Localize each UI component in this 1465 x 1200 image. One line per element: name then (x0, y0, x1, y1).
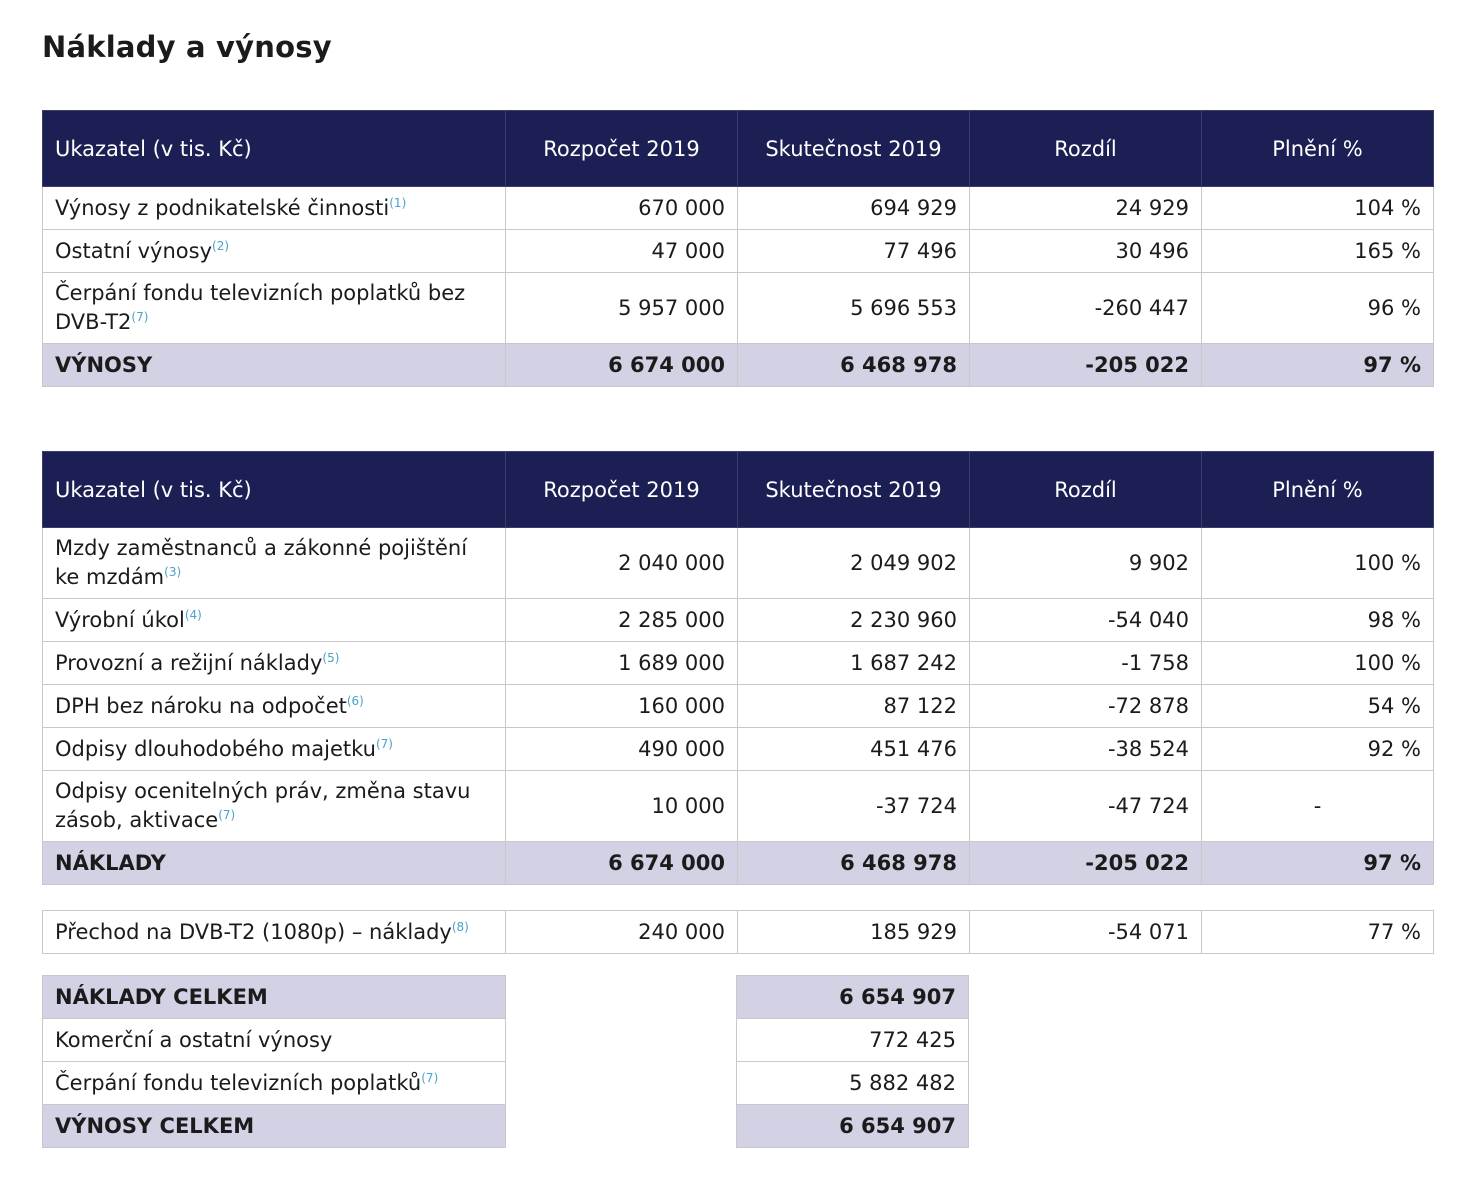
cell-difference: 24 929 (970, 187, 1202, 230)
header-actual: Skutečnost 2019 (738, 452, 970, 528)
cell-difference: -38 524 (970, 728, 1202, 771)
total-difference: -205 022 (970, 344, 1202, 387)
cell-difference: -260 447 (970, 273, 1202, 344)
total-label: NÁKLADY (43, 842, 506, 885)
cell-actual: 2 230 960 (738, 599, 970, 642)
cell-difference: 30 496 (970, 230, 1202, 273)
footnote-ref: (1) (389, 196, 407, 210)
cell-budget: 160 000 (506, 685, 738, 728)
header-actual: Skutečnost 2019 (738, 111, 970, 187)
summary-row (737, 976, 969, 1019)
summary-row (43, 1062, 506, 1105)
summary-value: 772 425 (737, 1019, 969, 1062)
row-label: Výnosy z podnikatelské činnosti$^{(1)}$ (43, 187, 506, 230)
table-header-row (43, 452, 1434, 528)
table-row (43, 599, 1434, 642)
row-label: Provozní a režijní náklady$^{(5)}$ (43, 642, 506, 685)
total-difference: -205 022 (970, 842, 1202, 885)
footnote-ref: (5) (322, 651, 340, 665)
cell-difference: -47 724 (970, 771, 1202, 842)
footnote-ref: (3) (164, 565, 182, 579)
header-indicator: Ukazatel (v tis. Kč) (43, 452, 506, 528)
summary-row (43, 976, 506, 1019)
row-label: Odpisy ocenitelných práv, změna stavu zásob, aktivace$^{(7)}$ (43, 771, 506, 842)
cell-actual: -37 724 (738, 771, 970, 842)
total-fulfillment: 97 % (1202, 344, 1434, 387)
table-row (43, 187, 1434, 230)
summary-label: VÝNOSY CELKEM (43, 1105, 506, 1148)
total-label: VÝNOSY (43, 344, 506, 387)
table-row (43, 528, 1434, 599)
cell-actual: 5 696 553 (738, 273, 970, 344)
total-fulfillment: 97 % (1202, 842, 1434, 885)
cell-budget: 1 689 000 (506, 642, 738, 685)
cell-fulfillment: 54 % (1202, 685, 1434, 728)
cell-difference: 9 902 (970, 528, 1202, 599)
table-row (43, 230, 1434, 273)
row-label: Ostatní výnosy$^{(2)}$ (43, 230, 506, 273)
header-budget: Rozpočet 2019 (506, 111, 738, 187)
cell-difference: -54 071 (970, 911, 1202, 954)
table-row (43, 911, 1434, 954)
cell-difference: -54 040 (970, 599, 1202, 642)
total-budget: 6 674 000 (506, 344, 738, 387)
cell-fulfillment: 100 % (1202, 528, 1434, 599)
cell-budget: 5 957 000 (506, 273, 738, 344)
cell-budget: 2 285 000 (506, 599, 738, 642)
cell-budget: 2 040 000 (506, 528, 738, 599)
total-row (43, 344, 1434, 387)
header-indicator: Ukazatel (v tis. Kč) (43, 111, 506, 187)
cell-fulfillment: - (1202, 771, 1434, 842)
footnote-ref: (7) (421, 1071, 439, 1085)
cell-actual: 77 496 (738, 230, 970, 273)
summary-value: 5 882 482 (737, 1062, 969, 1105)
footnote-ref: (7) (131, 310, 149, 324)
footnote-ref: (4) (184, 608, 202, 622)
dvb-transition-table (42, 910, 1434, 954)
cell-budget: 670 000 (506, 187, 738, 230)
summary-row (737, 1105, 969, 1148)
total-actual: 6 468 978 (738, 842, 970, 885)
summary-values-table (736, 975, 969, 1148)
cell-actual: 87 122 (738, 685, 970, 728)
cost-table (42, 451, 1434, 885)
footnote-ref: (2) (212, 239, 230, 253)
row-label: DPH bez nároku na odpočet$^{(6)}$ (43, 685, 506, 728)
footnote-ref: (7) (218, 808, 236, 822)
cell-fulfillment: 77 % (1202, 911, 1434, 954)
header-difference: Rozdíl (970, 452, 1202, 528)
table-row (43, 642, 1434, 685)
row-label: Přechod na DVB-T2 (1080p) – náklady$^{(8)}$ (43, 911, 506, 954)
total-budget: 6 674 000 (506, 842, 738, 885)
row-label: Čerpání fondu televizních poplatků bez DVB-T2$^{(7)}$ (43, 273, 506, 344)
row-label: Mzdy zaměstnanců a zákonné pojištění ke mzdám$^{(3)}$ (43, 528, 506, 599)
page-title: Náklady a výnosy (42, 30, 332, 64)
header-budget: Rozpočet 2019 (506, 452, 738, 528)
cell-actual: 1 687 242 (738, 642, 970, 685)
cell-fulfillment: 165 % (1202, 230, 1434, 273)
summary-row (43, 1105, 506, 1148)
cell-fulfillment: 96 % (1202, 273, 1434, 344)
cell-difference: -72 878 (970, 685, 1202, 728)
cell-fulfillment: 100 % (1202, 642, 1434, 685)
total-row (43, 842, 1434, 885)
cell-actual: 2 049 902 (738, 528, 970, 599)
footnote-ref: (8) (451, 920, 469, 934)
summary-label: Čerpání fondu televizních poplatků$^{(7)}$ (43, 1062, 506, 1105)
cell-fulfillment: 98 % (1202, 599, 1434, 642)
cell-budget: 240 000 (506, 911, 738, 954)
row-label: Odpisy dlouhodobého majetku$^{(7)}$ (43, 728, 506, 771)
cell-actual: 694 929 (738, 187, 970, 230)
summary-row (737, 1062, 969, 1105)
row-label: Výrobní úkol$^{(4)}$ (43, 599, 506, 642)
summary-value: 6 654 907 (737, 1105, 969, 1148)
revenue-table (42, 110, 1434, 387)
summary-row (737, 1019, 969, 1062)
summary-row (43, 1019, 506, 1062)
cell-actual: 185 929 (738, 911, 970, 954)
cell-fulfillment: 92 % (1202, 728, 1434, 771)
cell-budget: 490 000 (506, 728, 738, 771)
cell-actual: 451 476 (738, 728, 970, 771)
cell-fulfillment: 104 % (1202, 187, 1434, 230)
header-difference: Rozdíl (970, 111, 1202, 187)
summary-label: Komerční a ostatní výnosy (43, 1019, 506, 1062)
summary-labels-table (42, 975, 506, 1148)
header-fulfillment: Plnění % (1202, 111, 1434, 187)
table-header-row (43, 111, 1434, 187)
footnote-ref: (7) (375, 737, 393, 751)
table-row (43, 728, 1434, 771)
table-row (43, 273, 1434, 344)
cell-budget: 47 000 (506, 230, 738, 273)
cell-difference: -1 758 (970, 642, 1202, 685)
header-fulfillment: Plnění % (1202, 452, 1434, 528)
footnote-ref: (6) (346, 694, 364, 708)
table-row (43, 771, 1434, 842)
cell-budget: 10 000 (506, 771, 738, 842)
summary-value: 6 654 907 (737, 976, 969, 1019)
table-row (43, 685, 1434, 728)
summary-label: NÁKLADY CELKEM (43, 976, 506, 1019)
total-actual: 6 468 978 (738, 344, 970, 387)
